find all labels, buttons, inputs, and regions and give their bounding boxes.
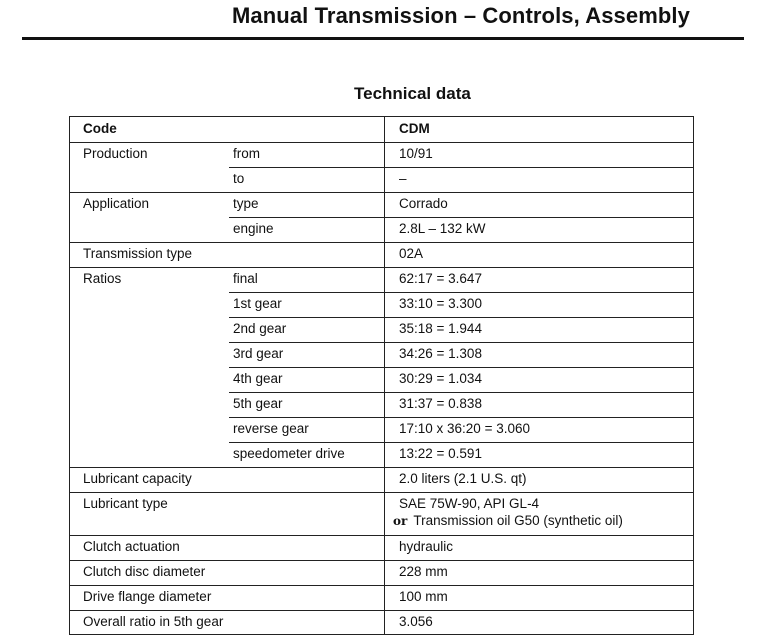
table-divider xyxy=(70,142,693,143)
row-label: Ratios xyxy=(83,271,122,286)
row-value: 13:22 = 0.591 xyxy=(399,446,482,461)
table-divider xyxy=(70,585,693,586)
row-sublabel: 1st gear xyxy=(233,296,282,311)
table-divider xyxy=(70,242,693,243)
header-rule xyxy=(22,37,744,40)
table-divider xyxy=(229,342,693,343)
table-divider xyxy=(229,217,693,218)
row-label: Clutch actuation xyxy=(83,539,180,554)
table-divider xyxy=(229,292,693,293)
row-value: 31:37 = 0.838 xyxy=(399,396,482,411)
table-divider xyxy=(70,535,693,536)
row-value: 2.0 liters (2.1 U.S. qt) xyxy=(399,471,527,486)
row-value: 02A xyxy=(399,246,424,261)
row-value: 33:10 = 3.300 xyxy=(399,296,482,311)
row-label: Transmission type xyxy=(83,246,193,261)
table-divider xyxy=(70,267,693,268)
row-value: 62:17 = 3.647 xyxy=(399,271,482,286)
table-divider xyxy=(229,392,693,393)
table-divider xyxy=(70,467,693,468)
row-value: 100 mm xyxy=(399,589,448,604)
row-value: 34:26 = 1.308 xyxy=(399,346,482,361)
row-sublabel: to xyxy=(233,171,245,186)
row-label: Clutch disc diameter xyxy=(83,564,206,579)
row-value: 35:18 = 1.944 xyxy=(399,321,482,336)
column-divider xyxy=(384,117,385,634)
row-label: Lubricant type xyxy=(83,496,168,511)
table-divider xyxy=(229,317,693,318)
row-sublabel: 5th gear xyxy=(233,396,283,411)
table-divider xyxy=(229,442,693,443)
row-sublabel: from xyxy=(233,146,260,161)
row-label: Application xyxy=(83,196,150,211)
row-value-alt xyxy=(393,513,623,528)
row-sublabel: type xyxy=(233,196,259,211)
table-divider xyxy=(70,560,693,561)
row-sublabel: engine xyxy=(233,221,274,236)
table-divider xyxy=(229,367,693,368)
row-sublabel: reverse gear xyxy=(233,421,309,436)
row-value-alt-text: Transmission oil G50 (synthetic oil) xyxy=(413,513,623,528)
header-code-label: Code xyxy=(83,121,117,136)
table-divider xyxy=(70,492,693,493)
row-value: hydraulic xyxy=(399,539,454,554)
row-sublabel: 3rd gear xyxy=(233,346,284,361)
header-code-value: CDM xyxy=(399,121,430,136)
row-label: Lubricant capacity xyxy=(83,471,192,486)
row-sublabel: final xyxy=(233,271,258,286)
section-title: Technical data xyxy=(354,84,471,103)
row-value: 10/91 xyxy=(399,146,433,161)
row-sublabel: 2nd gear xyxy=(233,321,287,336)
table-divider xyxy=(229,167,693,168)
row-value: 17:10 x 36:20 = 3.060 xyxy=(399,421,530,436)
row-value: – xyxy=(399,171,407,186)
technical-data-table xyxy=(69,116,694,635)
table-divider xyxy=(70,610,693,611)
row-value: Corrado xyxy=(399,196,448,211)
table-divider xyxy=(229,417,693,418)
row-sublabel: 4th gear xyxy=(233,371,283,386)
row-sublabel: speedometer drive xyxy=(233,446,345,461)
row-label: Drive flange diameter xyxy=(83,589,212,604)
row-label: Production xyxy=(83,146,148,161)
row-value: SAE 75W-90, API GL-4 xyxy=(399,496,540,511)
page-title: Manual Transmission – Controls, Assembly xyxy=(232,3,690,28)
table-divider xyxy=(70,192,693,193)
row-value: 30:29 = 1.034 xyxy=(399,371,482,386)
row-value: 228 mm xyxy=(399,564,448,579)
row-value: 3.056 xyxy=(399,614,433,629)
row-label: Overall ratio in 5th gear xyxy=(83,614,224,629)
row-value: 2.8L – 132 kW xyxy=(399,221,486,236)
or-label: or xyxy=(393,514,408,528)
